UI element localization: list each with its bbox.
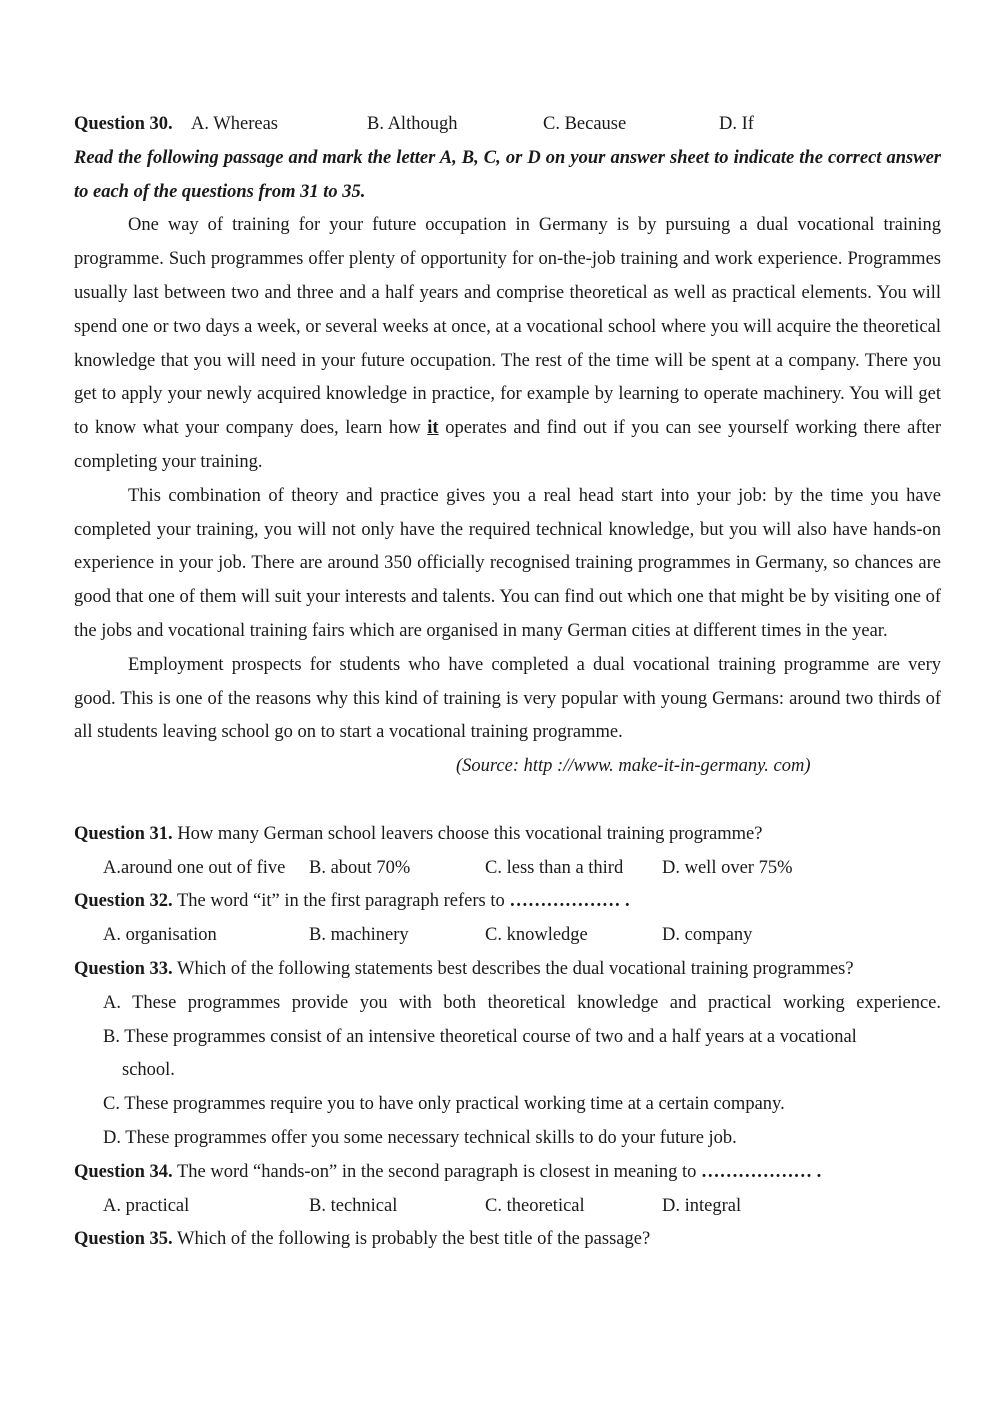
passage-paragraph-2 [74,480,941,649]
passage-source: (Source: http ://www. make-it-in-germany. com) [456,756,811,777]
question-31-option-c: C. less than a third [485,857,624,878]
question-32-blank: ……………… . [509,891,630,912]
question-33-option-a: A. These programmes provide you with both theoretical knowledge and practical working experience. [103,992,941,1013]
question-31-options [74,852,941,886]
question-30 [74,108,941,142]
reading-instruction: Read the following passage and mark the letter A, B, C, or D on your answer sheet to indicate the correct answer to each of the questions from 31 to 35. [74,147,941,202]
question-34-options [74,1190,941,1224]
question-31-option-a: A.around one out of five [103,857,286,878]
question-33-option-c: C. These programmes require you to have only practical working time at a certain company. [103,1094,785,1115]
question-34-blank: ……………… . [701,1161,822,1182]
question-34-option-b: B. technical [309,1195,398,1216]
question-30-option-d: D. If [719,114,754,134]
question-30-option-b: B. Although [367,114,458,134]
question-33-text: Which of the following statements best describes the dual vocational training programmes? [176,958,854,979]
question-30-option-a: A. Whereas [191,114,278,134]
question-35-text: Which of the following is probably the best title of the passage? [176,1229,651,1250]
question-30-option-c: C. Because [543,114,627,134]
passage-p2-text: This combination of theory and practice gives you a real head start into your job: by the time you have completed your training, you will not only have the required technical knowledge, but you will also have hands-on experience in your job. There are around 350 officially recognised training programmes in Germany, so chances are good that one of them will suit your interests and talents. You can find out which one that might be by visiting one of the jobs and vocational training fairs which are organised in many German cities at different times in the year. [74,485,941,641]
passage-p1-text: One way of training for your future occupation in Germany is by pursuing a dual vocational training programme. Such programmes offer plenty of opportunity for on-the-job training and work experience. Programmes usually last between two and three and a half years and comprise theoretical as well as practical elements. You will spend one or two days a week, or several weeks at once, at a vocational school where you will acquire the theoretical knowledge that you will need in your future occupation. The rest of the time will be spent at a company. There you get to apply your newly acquired knowledge in practice, for example by learning to operate machinery. You will get to know what your company does, learn how [74,215,941,439]
question-32-options [74,919,941,953]
question-32-option-c: C. knowledge [485,925,588,946]
question-32-option-a: A. organisation [103,925,217,946]
question-34-option-d: D. integral [662,1195,742,1216]
question-35-label: Question 35. [74,1229,173,1250]
passage-paragraph-3 [74,649,941,750]
question-32-label: Question 32. [74,891,173,912]
question-34-option-a: A. practical [103,1195,190,1216]
question-31-option-b: B. about 70% [309,857,411,878]
spacer [74,784,941,818]
question-34-text: The word “hands-on” in the second paragraph is closest in meaning to [176,1161,697,1182]
question-33-label: Question 33. [74,958,173,979]
passage-paragraph-1 [74,209,941,479]
question-33-option-d: D. These programmes offer you some necessary technical skills to do your future job. [103,1127,737,1148]
question-34-option-c: C. theoretical [485,1195,585,1216]
question-31-option-d: D. well over 75% [662,857,793,878]
question-33-option-b: B. These programmes consist of an intensive theoretical course of two and a half years at a vocational [103,1026,857,1047]
question-30-label: Question 30. [74,114,173,134]
question-31-text: How many German school leavers choose this vocational training programme? [177,823,763,844]
question-32-text: The word “it” in the first paragraph refers to [176,891,505,912]
question-33-option-b-continued: school. [122,1060,175,1081]
question-34-label: Question 34. [74,1161,173,1182]
passage-p1-text-end: operates and find out if you can see yourself working there after completing your training. [74,418,941,472]
question-34 [74,1156,941,1190]
passage-keyword-it: it [427,418,439,439]
question-32 [74,885,941,919]
question-33 [74,953,941,987]
passage-p3-text: Employment prospects for students who have completed a dual vocational training programme are very good. This is one of the reasons why this kind of training is very popular with young Germans: around two thirds of all students leaving school go on to start a vocational training programme. [74,654,941,743]
exam-page [74,108,941,1257]
question-35 [74,1223,941,1257]
question-32-option-d: D. company [662,925,753,946]
question-31-label: Question 31. [74,823,173,844]
question-31 [74,818,941,852]
question-32-option-b: B. machinery [309,925,409,946]
